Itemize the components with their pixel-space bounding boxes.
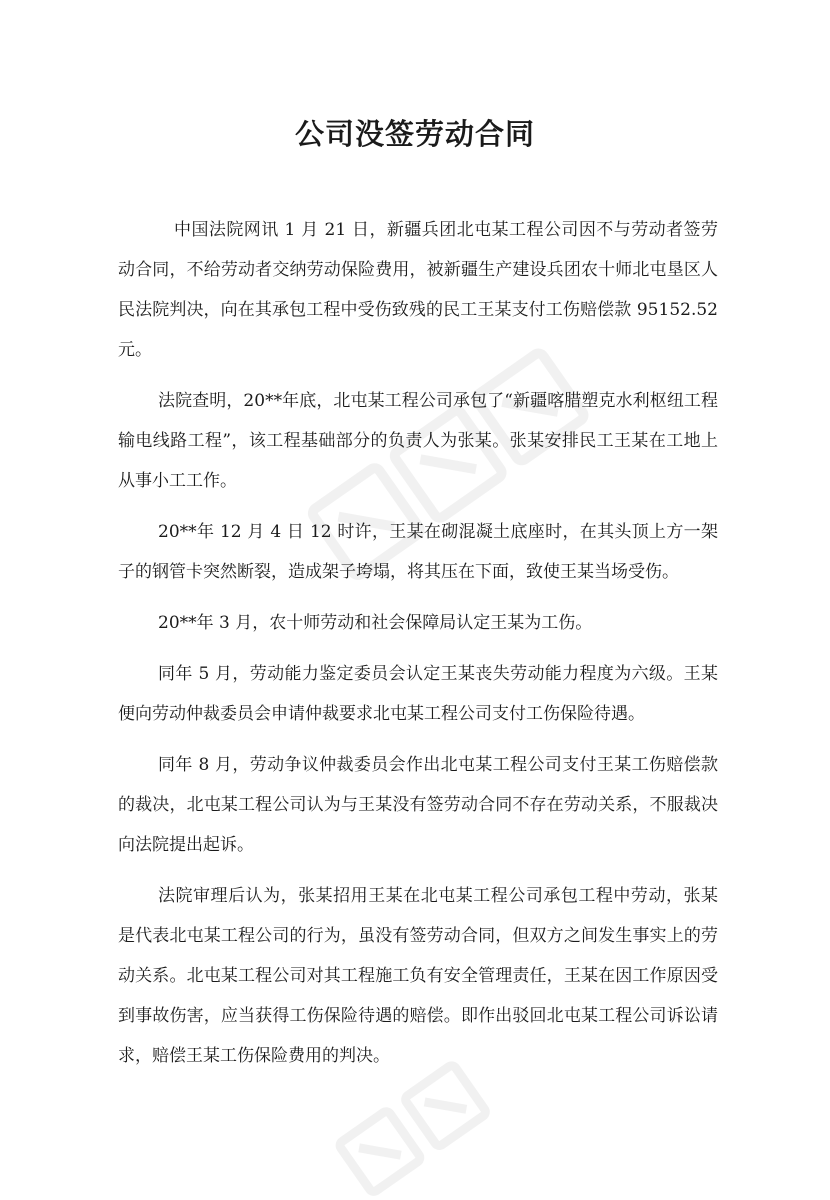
paragraph-3: 20**年 12 月 4 日 12 时许，王某在砌混凝土底座时，在其头顶上方一架子的钢管卡突然断裂，造成架子垮塌，将其压在下面，致使王某当场受伤。 bbox=[118, 522, 718, 582]
document-title: 公司没签劳动合同 bbox=[294, 117, 535, 151]
paragraph-7: 法院审理后认为，张某招用王某在北屯某工程公司承包工程中劳动，张某是代表北屯某工程公司的行为，虽没有签劳动合同，但双方之间发生事实上的劳动关系。北屯某工程公司对其工程施工负有安全管理责任，王某在因工作原因受到事故伤害，应当获得工伤保险待遇的赔偿。即作出驳回北屯某工程公司诉讼请求，赔偿王某工伤保险费用的判决。 bbox=[118, 886, 718, 1066]
paragraph-2: 法院查明，20**年底，北屯某工程公司承包了“新疆喀腊塑克水利枢纽工程输电线路工程”，该工程基础部分的负责人为张某。张某安排民工王某在工地上从事小工工作。 bbox=[118, 391, 718, 491]
document-body bbox=[118, 210, 718, 1087]
paragraph-1: 中国法院网讯 1 月 21 日，新疆兵团北屯某工程公司因不与劳动者签劳动合同，不给劳动者交纳劳动保险费用，被新疆生产建设兵团农十师北屯垦区人民法院判决，向在其承包工程中受伤致残的民工王某支付工伤赔偿款 95152.52 元。 bbox=[118, 220, 718, 360]
paragraph-6: 同年 8 月，劳动争议仲裁委员会作出北屯某工程公司支付王某工伤赔偿款的裁决，北屯某工程公司认为与王某没有签劳动合同不存在劳动关系，不服裁决向法院提出起诉。 bbox=[118, 755, 718, 855]
paragraph-5: 同年 5 月，劳动能力鉴定委员会认定王某丧失劳动能力程度为六级。王某便向劳动仲裁委员会申请仲裁要求北屯某工程公司支付工伤保险待遇。 bbox=[118, 664, 718, 724]
paragraph-4: 20**年 3 月，农十师劳动和社会保障局认定王某为工伤。 bbox=[158, 613, 593, 633]
